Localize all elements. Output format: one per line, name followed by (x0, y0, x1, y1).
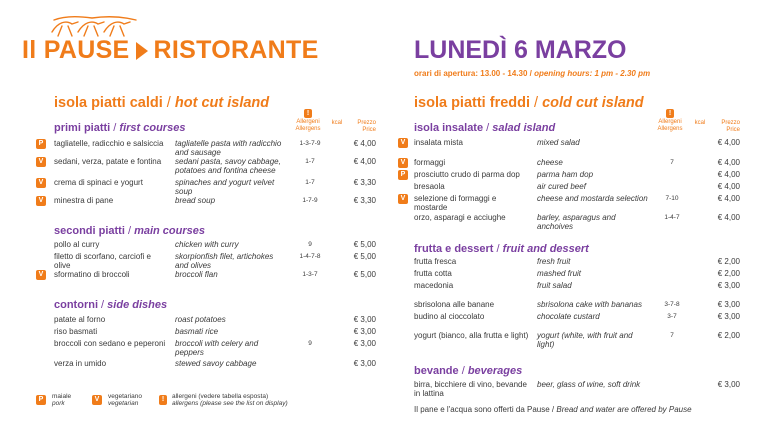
dish-name-it: minestra di pane (54, 196, 114, 205)
legend-veg-en: vegetarian (108, 400, 139, 407)
hours-en: opening hours: 1 pm - 2.30 pm (534, 69, 651, 78)
legend-pork-en: pork (52, 400, 65, 407)
dish-name-it: birra, bicchiere di vino, bevande in lattina (414, 380, 527, 398)
dish-price: € 3,30 (353, 178, 376, 187)
hours-it: orari di apertura: 13.00 - 14.30 (414, 69, 528, 78)
dish-price: € 4,00 (717, 194, 740, 203)
dish-price: € 4,00 (717, 170, 740, 179)
insalate-title-it: isola insalate (414, 122, 484, 134)
cold-allergens-column-header (654, 109, 686, 133)
menu-item-row (414, 332, 740, 350)
footer-sep: / (549, 405, 557, 414)
dish-name-it: orzo, asparagi e acciughe (414, 213, 506, 222)
dish-allergens: 1-4-7 (664, 214, 680, 221)
dish-price: € 3,00 (717, 281, 740, 290)
cold-kcal-column-header: kcal (694, 120, 706, 126)
primi-title-en: first courses (119, 122, 186, 134)
dish-allergens: 7 (670, 332, 674, 339)
dish-allergens: 9 (308, 241, 312, 248)
allergen-icon: ! (304, 109, 312, 118)
dish-name-en: yogurt (white, with fruit and light) (537, 331, 633, 349)
menu-item-row (414, 214, 740, 232)
frutta-title-it: frutta e dessert (414, 243, 494, 255)
dish-allergens: 3-7-8 (664, 301, 680, 308)
hot-island-en: hot cut island (174, 95, 270, 111)
menu-item-row (414, 313, 740, 331)
cold-island-title: isola piatti freddi / cold cut island (414, 95, 644, 111)
dish-name-it: frutta cotta (414, 269, 452, 278)
dish-price: € 5,00 (353, 270, 376, 279)
dish-price: € 4,00 (717, 213, 740, 222)
frutta-section-title: frutta e dessert / fruit and dessert (414, 243, 589, 255)
dish-name-it: crema di spinaci e yogurt (54, 178, 143, 187)
dish-allergens: 1-4-7-8 (299, 253, 321, 260)
contorni-title-it: contorni (54, 299, 98, 311)
dish-name-it: tagliatelle, radicchio e salsiccia (54, 139, 164, 148)
vegetarian-icon: V (36, 157, 46, 167)
contorni-title-en: side dishes (107, 299, 168, 311)
dish-name-it: pollo al curry (54, 240, 100, 249)
dish-name-en: parma ham dop (537, 170, 594, 179)
dish-name-it: frutta fresca (414, 257, 457, 266)
dish-price: € 2,00 (717, 257, 740, 266)
menu-item-row (54, 158, 376, 176)
play-arrow-icon (136, 42, 148, 60)
menu-item-row (54, 179, 376, 197)
menu-item-row (54, 197, 376, 215)
dish-name-it: selezione di formaggi e mostarde (414, 194, 497, 212)
dish-price: € 3,00 (353, 359, 376, 368)
dish-name-en: barley, asparagus and anchoives (537, 213, 616, 231)
allergen-icon: ! (666, 109, 674, 118)
brand-name-right: RISTORANTE (153, 36, 319, 64)
dish-price: € 3,00 (353, 327, 376, 336)
menu-item-row (54, 340, 376, 358)
insalate-title-en: salad island (492, 122, 556, 134)
dish-name-en: fruit salad (537, 281, 572, 290)
vegetarian-icon: V (92, 395, 102, 405)
dish-name-it: prosciutto crudo di parma dop (414, 170, 520, 179)
brand-title (22, 36, 319, 65)
dish-name-it: sformatino di broccoli (54, 270, 130, 279)
menu-item-row (54, 253, 376, 271)
dish-allergens: 1-7-9 (302, 197, 318, 204)
opening-hours (414, 69, 650, 78)
brand-name-left: Il PAUSE (22, 36, 130, 64)
insalate-section-title: isola insalate / salad island (414, 122, 556, 134)
dish-name-en: bread soup (175, 196, 216, 205)
menu-item-row (414, 381, 740, 399)
dish-name-en: chocolate custard (537, 312, 600, 321)
dish-price: € 5,00 (353, 240, 376, 249)
dish-allergens: 1-7 (305, 158, 315, 165)
dish-name-en: roast potatoes (175, 315, 226, 324)
dish-name-en: tagliatelle pasta with radicchio and sausage (175, 139, 282, 157)
legend-pork-it: maiale (52, 393, 72, 400)
dish-name-it: broccoli con sedano e peperoni (54, 339, 166, 348)
menu-item-row (54, 360, 376, 378)
vegetarian-icon: V (36, 270, 46, 280)
cold-island-it: isola piatti freddi (414, 95, 531, 111)
dish-price: € 2,00 (717, 331, 740, 340)
dish-name-en: mixed salad (537, 138, 580, 147)
dish-name-it: patate al forno (54, 315, 106, 324)
menu-item-row (54, 271, 376, 289)
dish-price: € 4,00 (717, 138, 740, 147)
primi-section-title: primi piatti / first courses (54, 122, 186, 134)
secondi-section-title: secondi piatti / main courses (54, 225, 205, 237)
bevande-section-title: bevande / beverages (414, 365, 523, 377)
dish-price: € 3,30 (353, 196, 376, 205)
legend-pork (52, 393, 71, 407)
dish-name-en: broccoli flan (175, 270, 218, 279)
legend-allerg-en: allergens (please see the list on display) (172, 400, 288, 407)
frutta-title-en: fruit and dessert (502, 243, 589, 255)
menu-item-row (414, 139, 740, 157)
vegetarian-icon: V (36, 178, 46, 188)
footer-it: Il pane e l'acqua sono offerti da Pause (414, 405, 550, 414)
dish-allergens: 7 (670, 159, 674, 166)
dish-name-en: cheese and mostarda selection (537, 194, 648, 203)
primi-title-it: primi piatti (54, 122, 111, 134)
pork-icon: P (36, 395, 46, 405)
dish-name-en: sbrisolona cake with bananas (537, 300, 642, 309)
footer-note (414, 405, 692, 414)
allergens-header-label: Allergeni Allergens (295, 119, 321, 132)
legend-vegetarian (108, 393, 142, 407)
dish-name-it: formaggi (414, 158, 446, 167)
dish-price: € 3,00 (717, 312, 740, 321)
dish-price: € 2,00 (717, 269, 740, 278)
secondi-title-en: main courses (134, 225, 205, 237)
dish-price: € 5,00 (353, 252, 376, 261)
dish-name-en: chicken with curry (175, 240, 239, 249)
hours-sep: / (527, 69, 535, 78)
dish-name-en: broccoli with celery and peppers (175, 339, 259, 357)
dish-name-it: sedani, verza, patate e fontina (54, 157, 162, 166)
hot-island-it: isola piatti caldi (54, 95, 163, 111)
dish-name-it: verza in umido (54, 359, 107, 368)
legend-allergens (172, 393, 288, 407)
hot-island-title: isola piatti caldi / hot cut island (54, 95, 270, 111)
dish-name-it: bresaola (414, 182, 445, 191)
dish-name-it: insalata mista (414, 138, 463, 147)
dish-name-en: mashed fruit (537, 269, 582, 278)
legend-veg-it: vegetariano (108, 393, 142, 400)
dish-price: € 4,00 (353, 157, 376, 166)
kcal-column-header: kcal (331, 120, 343, 126)
legend-allerg-it: allergeni (vedere tabella esposta) (172, 393, 269, 400)
dish-allergens: 7-10 (665, 195, 679, 202)
dish-allergens: 1-3-7 (302, 271, 318, 278)
vegetarian-icon: V (36, 196, 46, 206)
secondi-title-it: secondi piatti (54, 225, 125, 237)
dish-allergens: 3-7 (667, 313, 677, 320)
dish-price: € 4,00 (717, 182, 740, 191)
cold-allergens-header-label: Allergeni Allergens (657, 119, 683, 132)
dish-name-en: sedani pasta, savoy cabbage, potatoes and fontina cheese (175, 157, 281, 175)
dish-price: € 4,00 (717, 158, 740, 167)
dish-name-it: riso basmati (54, 327, 98, 336)
dish-name-en: fresh fruit (537, 257, 571, 266)
dish-allergens: 1-7 (305, 179, 315, 186)
price-column-header: Prezzo Price (357, 120, 376, 133)
menu-date: LUNEDÌ 6 MARZO (414, 36, 627, 64)
allergens-column-header (292, 109, 324, 133)
dish-price: € 4,00 (353, 139, 376, 148)
pork-icon: P (398, 170, 408, 180)
dish-price: € 3,00 (353, 339, 376, 348)
allergen-legend-icon: ! (159, 395, 167, 405)
dish-name-it: sbrisolona alle banane (414, 300, 495, 309)
dish-price: € 3,00 (717, 300, 740, 309)
dish-name-en: spinaches and yogurt velvet soup (175, 178, 275, 196)
vegetarian-icon: V (398, 158, 408, 168)
dish-name-it: yogurt (bianco, alla frutta e light) (414, 331, 529, 340)
vegetarian-icon: V (398, 194, 408, 204)
vegetarian-icon: V (398, 138, 408, 148)
dish-allergens: 9 (308, 340, 312, 347)
dish-price: € 3,00 (353, 315, 376, 324)
dish-name-en: skorpionfish filet, artichokes and olives (175, 252, 274, 270)
cold-price-column-header: Prezzo Price (721, 120, 740, 133)
menu-item-row (54, 140, 376, 158)
menu-item-row (414, 282, 740, 300)
bevande-title-en: beverages (467, 365, 523, 377)
bevande-title-it: bevande (414, 365, 459, 377)
dish-name-en: basmati rice (175, 327, 219, 336)
dish-price: € 3,00 (717, 380, 740, 389)
dish-name-it: macedonia (414, 281, 454, 290)
dish-name-it: budino al cioccolato (414, 312, 485, 321)
dish-name-en: cheese (537, 158, 563, 167)
menu-item-row (414, 195, 740, 213)
cold-island-en: cold cut island (542, 95, 644, 111)
dish-allergens: 1-3-7-9 (299, 140, 321, 147)
footer-en: Bread and water are offered by Pause (556, 405, 692, 414)
dish-name-en: air cured beef (537, 182, 586, 191)
dish-name-en: stewed savoy cabbage (175, 359, 257, 368)
dish-name-it: filetto di scorfano, carciofi e olive (54, 252, 151, 270)
pork-icon: P (36, 139, 46, 149)
contorni-section-title: contorni / side dishes (54, 299, 168, 311)
dish-name-en: beer, glass of wine, soft drink (537, 380, 641, 389)
